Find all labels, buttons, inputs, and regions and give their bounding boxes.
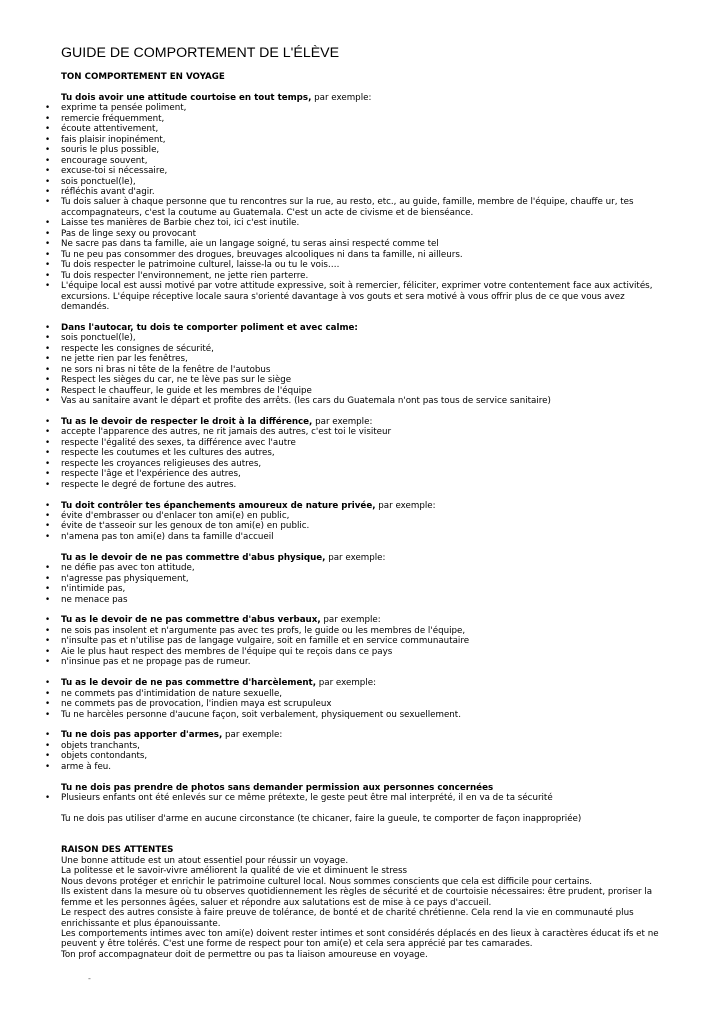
rule-list bbox=[61, 427, 661, 490]
rule-intro bbox=[61, 553, 661, 563]
document-body bbox=[61, 72, 661, 960]
list-item: • Tu ne peu pas consommer des drogues, breuvages alcooliques ni dans ta famille, ni ailleurs. bbox=[61, 250, 661, 260]
rule-intro-list bbox=[61, 417, 661, 427]
rule-intro-rest: par exemple: bbox=[222, 730, 283, 741]
list-item: • évite d'embrasser ou d'enlacer ton ami(e) en public, bbox=[61, 511, 661, 521]
list-item: • respecte les croyances religieuses des autres, bbox=[61, 459, 661, 469]
rule-intro-rest: par exemple: bbox=[325, 552, 386, 563]
raison-paragraph: La politesse et le savoir-vivre améliorent la qualité de vie et diminuent le stress bbox=[61, 866, 408, 877]
rule-intro-list bbox=[61, 323, 661, 333]
list-item: • Tu dois respecter l'environnement, ne jette rien parterre. bbox=[61, 271, 661, 281]
list-item: • ne commets pas de provocation, l'indien maya est scrupuleux bbox=[61, 699, 661, 709]
spacer bbox=[61, 824, 661, 845]
list-item: • respecte les consignes de sécurité, bbox=[61, 344, 661, 354]
list-item: • n'agresse pas physiquement, bbox=[61, 574, 661, 584]
rule-group bbox=[61, 312, 661, 406]
list-item: • écoute attentivement, bbox=[61, 124, 661, 134]
list-item: • Respect le chauffeur, le guide et les membres de l'équipe bbox=[61, 386, 661, 396]
list-item: • Laisse tes manières de Barbie chez toi, ici c'est inutile. bbox=[61, 218, 661, 228]
rule-group bbox=[61, 720, 661, 772]
rule-group bbox=[61, 490, 661, 542]
list-item: • respecte le degré de fortune des autres. bbox=[61, 480, 661, 490]
raison-paragraph: Le respect des autres consiste à faire preuve de tolérance, de bonté et de charité chrétienne. Cela rend la vie en communauté plus enrichissante et plus épanouissante. bbox=[61, 908, 634, 929]
rule-group bbox=[61, 605, 661, 668]
rule-intro-bold: Tu as le devoir de ne pas commettre d'abus physique, bbox=[61, 552, 326, 563]
raison-paragraph: Les comportements intimes avec ton ami(e) doivent rester intimes et sont considérés déplacés en des lieux à caractères éducat ifs et ne peuvent y être tolérés. C'est une forme de respect pour ton ami(e) et cela sera apprécié par tes camarades. bbox=[61, 928, 659, 950]
spacer bbox=[61, 804, 661, 814]
rule-intro bbox=[61, 730, 661, 740]
spacer bbox=[61, 542, 661, 552]
list-item: • Plusieurs enfants ont été enlevés sur ce même prétexte, le geste peut être mal interprété, il en va de ta sécurité bbox=[61, 793, 661, 803]
list-item: • L'équipe local est aussi motivé par votre attitude expressive, soit à remercier, féliciter, exprimer votre contentement face aux activités, excursions. L'équipe réceptive locale saura s'orienté davantage à vos gouts et sera motivé à vous offrir plus de ce que vous avez demandés. bbox=[61, 281, 661, 312]
raison-title: RAISON DES ATTENTES bbox=[61, 845, 174, 856]
list-item: • ne menace pas bbox=[61, 595, 661, 605]
rules-groups bbox=[61, 93, 661, 804]
rule-intro-bold: Tu as le devoir de ne pas commettre d'harcèlement, bbox=[61, 678, 316, 689]
list-item: • sois ponctuel(le), bbox=[61, 333, 661, 343]
rule-list bbox=[61, 333, 661, 406]
raison-paragraph: Une bonne attitude est un atout essentiel pour réussir un voyage. bbox=[61, 855, 349, 866]
section-title-voyage: TON COMPORTEMENT EN VOYAGE bbox=[61, 72, 225, 82]
list-item: • respecte l'égalité des sexes, ta différence avec l'autre bbox=[61, 438, 661, 448]
list-item: • Respect les sièges du car, ne te lève pas sur le siège bbox=[61, 375, 661, 385]
rule-intro-bold: Dans l'autocar, tu dois te comporter poliment et avec calme: bbox=[61, 322, 358, 333]
list-item: • Pas de linge sexy ou provocant bbox=[61, 229, 661, 239]
rule-list bbox=[61, 511, 661, 542]
list-item: • Vas au sanitaire avant le départ et profite des arrêts. (les cars du Guatemala n'ont pas tous de service sanitaire) bbox=[61, 396, 661, 406]
list-item: • fais plaisir inopinément, bbox=[61, 135, 661, 145]
list-item: • Tu dois saluer à chaque personne que tu rencontres sur la rue, au resto, etc., au guide, famille, membre de l'équipe, chauffe ur, tes accompagnateurs, c'est la coutume au Guatemala. C'est un acte de civisme et de bienséance. bbox=[61, 197, 661, 218]
rule-intro bbox=[61, 783, 661, 793]
raison-paragraph: Ils existent dans la mesure où tu observes quotidiennement les règles de sécurité et de courtoisie nécessaires: être prudent, proriser la femme et les personnes âgées, saluer et répondre aux salutations est de mise à ce pays d'accueil. bbox=[61, 887, 653, 908]
rule-intro-bold: Tu as le devoir de respecter le droit à la différence, bbox=[61, 416, 313, 427]
rule-intro-list bbox=[61, 678, 661, 688]
list-item: • respecte les coutumes et les cultures des autres, bbox=[61, 448, 661, 458]
list-item: • arme à feu. bbox=[61, 762, 661, 772]
rule-intro-bold: Tu ne dois pas apporter d'armes, bbox=[61, 730, 223, 741]
rule-intro-rest: par exemple: bbox=[320, 615, 381, 626]
rule-intro-rest: par exemple: bbox=[375, 500, 436, 511]
rule-intro bbox=[61, 678, 661, 688]
rule-intro-bold: Tu ne dois pas prendre de photos sans demander permission aux personnes concernées bbox=[61, 782, 494, 793]
list-item: • objets tranchants, bbox=[61, 741, 661, 751]
list-item: • Tu ne harcèles personne d'aucune façon, soit verbalement, physiquement ou sexuellement. bbox=[61, 710, 661, 720]
raison-paragraph: Nous devons protéger et enrichir le patrimoine culturel local. Nous sommes conscients que cela est difficile pour certains. bbox=[61, 876, 593, 887]
rule-list bbox=[61, 626, 661, 668]
rule-intro-rest: par exemple: bbox=[311, 92, 372, 103]
spacer bbox=[61, 406, 661, 416]
rule-intro bbox=[61, 501, 661, 511]
list-item: • souris le plus possible, bbox=[61, 145, 661, 155]
list-item: • ne sois pas insolent et n'argumente pas avec tes profs, le guide ou les membres de l'équipe, bbox=[61, 626, 661, 636]
spacer bbox=[61, 668, 661, 678]
rule-list bbox=[61, 793, 661, 803]
rule-intro-bold: Tu doit contrôler tes épanchements amoureux de nature privée, bbox=[61, 500, 376, 511]
rule-group bbox=[61, 93, 661, 313]
list-item: • n'intimide pas, bbox=[61, 584, 661, 594]
rule-intro-list bbox=[61, 501, 661, 511]
raison-paragraph: Ton prof accompagnateur doit de permettre ou pas ta liaison amoureuse en voyage. bbox=[61, 949, 428, 960]
rule-list bbox=[61, 563, 661, 605]
list-item: • Tu dois respecter le patrimoine culturel, laisse-la ou tu le vois…. bbox=[61, 260, 661, 270]
spacer bbox=[61, 605, 661, 615]
rule-group bbox=[61, 406, 661, 490]
list-item: • accepte l'apparence des autres, ne rit jamais des autres, c'est toi le visiteur bbox=[61, 427, 661, 437]
rule-intro-bold: Tu as le devoir de ne pas commettre d'abus verbaux, bbox=[61, 615, 321, 626]
rule-intro-bold: Tu dois avoir une attitude courtoise en tout temps, bbox=[61, 92, 312, 103]
list-item: • ne sors ni bras ni tête de la fenêtre de l'autobus bbox=[61, 365, 661, 375]
rule-group bbox=[61, 772, 661, 803]
rule-list bbox=[61, 689, 661, 720]
rule-intro-list bbox=[61, 730, 661, 740]
raison-paragraphs bbox=[61, 856, 661, 961]
list-item: • ne commets pas d'intimidation de nature sexuelle, bbox=[61, 689, 661, 699]
spacer bbox=[61, 772, 661, 782]
list-item: • réfléchis avant d'agir. bbox=[61, 187, 661, 197]
list-item: • n'insulte pas et n'utilise pas de langage vulgaire, soit en famille et en service communautaire bbox=[61, 636, 661, 646]
list-item: • exprime ta pensée poliment, bbox=[61, 103, 661, 113]
rule-intro-rest: par exemple: bbox=[316, 678, 377, 689]
raison-section bbox=[61, 845, 661, 960]
list-item: • sois ponctuel(le), bbox=[61, 177, 661, 187]
rule-intro bbox=[61, 417, 661, 427]
spacer bbox=[61, 720, 661, 730]
footer-mark: - bbox=[88, 974, 91, 983]
list-item: • ne jette rien par les fenêtres, bbox=[61, 354, 661, 364]
rule-intro-rest: par exemple: bbox=[312, 416, 373, 427]
list-item: • objets contondants, bbox=[61, 751, 661, 761]
rule-intro bbox=[61, 323, 661, 333]
list-item: • excuse-toi si nécessaire, bbox=[61, 166, 661, 176]
list-item: • Aie le plus haut respect des membres de l'équipe qui te reçois dans ce pays bbox=[61, 647, 661, 657]
list-item: • Ne sacre pas dans ta famille, aie un langage soigné, tu seras ainsi respecté comme tel bbox=[61, 239, 661, 249]
list-item: • respecte l'âge et l'expérience des autres, bbox=[61, 469, 661, 479]
list-item: • encourage souvent, bbox=[61, 156, 661, 166]
rule-intro-list bbox=[61, 615, 661, 625]
rule-list bbox=[61, 741, 661, 772]
list-item: • évite de t'asseoir sur les genoux de ton ami(e) en public. bbox=[61, 521, 661, 531]
spacer bbox=[61, 490, 661, 500]
list-item: • n'amena pas ton ami(e) dans ta famille d'accueil bbox=[61, 532, 661, 542]
document-title: GUIDE DE COMPORTEMENT DE L'ÉLÈVE bbox=[61, 45, 340, 61]
list-item: • n'insinue pas et ne propage pas de rumeur. bbox=[61, 657, 661, 667]
rule-group bbox=[61, 668, 661, 720]
rule-intro bbox=[61, 615, 661, 625]
rule-group bbox=[61, 542, 661, 605]
spacer bbox=[61, 312, 661, 322]
list-item: • remercie fréquemment, bbox=[61, 114, 661, 124]
rule-intro bbox=[61, 93, 661, 103]
list-item: • ne défie pas avec ton attitude, bbox=[61, 563, 661, 573]
arme-note: Tu ne dois pas utiliser d'arme en aucune circonstance (te chicaner, faire la gueule, te comporter de façon inappropriée) bbox=[61, 814, 582, 825]
rule-list bbox=[61, 103, 661, 312]
